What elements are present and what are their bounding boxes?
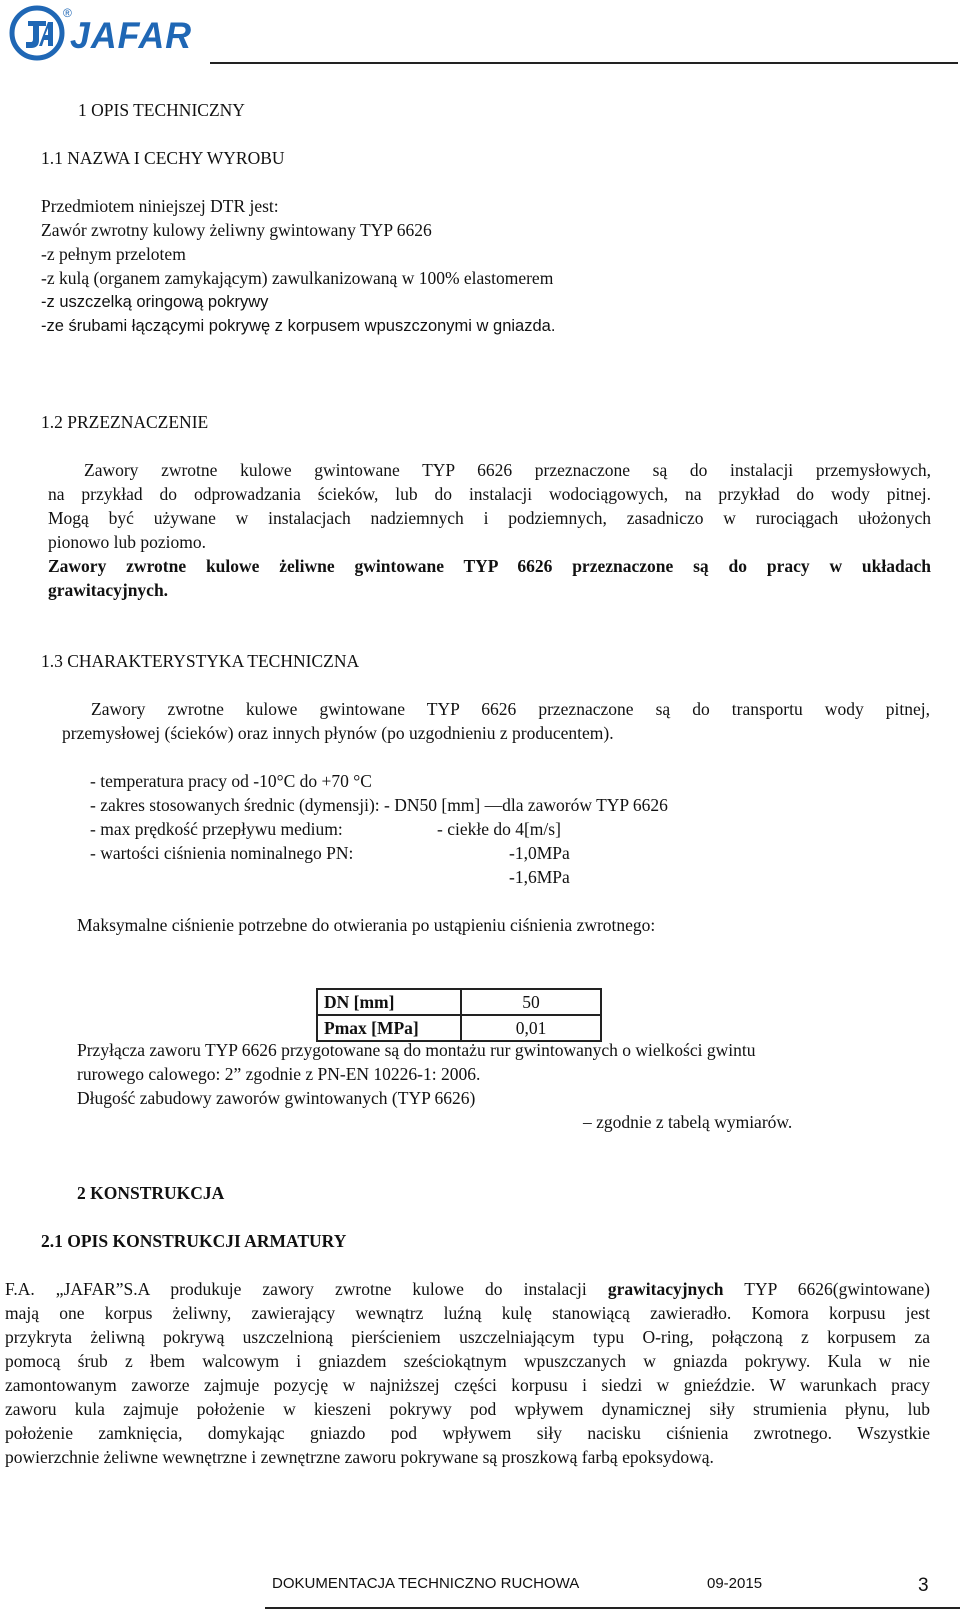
- logo-reg-mark: ®: [63, 6, 72, 20]
- body-line: położenie zamknięcia, domykając gniazdo pod wpływem siły nacisku ciśnienia zwrotnego. Wszystkie: [5, 1423, 930, 1443]
- body-line: Zawory zwrotne kulowe gwintowane TYP 6626 przeznaczone są do transportu wody pitnej,: [91, 699, 930, 719]
- section-1-heading: 1 OPIS TECHNICZNY: [78, 100, 245, 120]
- body-line: -z uszczelką oringową pokrywy: [41, 293, 269, 311]
- body-line: -z kulą (organem zamykającym) zawulkanizowaną w 100% elastomerem: [41, 268, 554, 288]
- length-line: Długość zabudowy zaworów gwintowanych (TYP 6626): [77, 1088, 476, 1108]
- body-line: [5, 1277, 930, 1301]
- table-row: [317, 989, 601, 1015]
- table-cell-label: DN [mm]: [317, 989, 461, 1015]
- table-cell-value: 0,01: [461, 1015, 601, 1041]
- logo-emblem-j: [26, 21, 46, 48]
- spec-temperature: - temperatura pracy od -10°C do +70 °C: [90, 771, 372, 791]
- spec-pressure-value-2: -1,6MPa: [509, 867, 570, 887]
- jafar-logo: [6, 2, 196, 66]
- body-line: -z pełnym przelotem: [41, 244, 186, 264]
- body-line: przykryta żeliwną pokrywą uszczelnioną pierścieniem uszczelniającym typu O-ring, połączoną z korpusem za: [5, 1327, 930, 1347]
- body-line: Zawór zwrotny kulowy żeliwny gwintowany TYP 6626: [41, 220, 432, 240]
- section-1-2-para-1: [48, 458, 931, 506]
- section-2-heading: 2 KONSTRUKCJA: [77, 1183, 225, 1203]
- page-number: 3: [918, 1575, 929, 1596]
- body-line: Zawory zwrotne kulowe gwintowane TYP 6626 przeznaczone są do instalacji przemysłowych,: [84, 460, 931, 480]
- section-1-1-body: [41, 194, 741, 338]
- body-line: powierzchnie żeliwne wewnętrzne i zewnętrzne zaworu pokrywane są proszkową farbą epoksydową.: [5, 1447, 714, 1467]
- spec-pressure-label: - wartości ciśnienia nominalnego PN:: [90, 843, 354, 863]
- body-line: Zawory zwrotne kulowe żeliwne gwintowane TYP 6626 przeznaczone są do pracy w układach: [48, 556, 931, 576]
- spec-diameters: - zakres stosowanych średnic (dymensji): - DN50 [mm] —dla zaworów TYP 6626: [90, 795, 668, 815]
- section-2-1-heading: 2.1 OPIS KONSTRUKCJI ARMATURY: [41, 1231, 347, 1251]
- body-text-bold: grawitacyjnych: [607, 1279, 724, 1299]
- spec-pressure-value-1: -1,0MPa: [509, 843, 570, 863]
- pressure-table: [316, 988, 602, 1042]
- connections-text: [77, 1038, 877, 1110]
- spec-max-speed-value: - ciekłe do 4[m/s]: [437, 819, 561, 839]
- footer-doc-title: DOKUMENTACJA TECHNICZNO RUCHOWA: [272, 1575, 580, 1592]
- max-pressure-intro: Maksymalne ciśnienie potrzebne do otwierania po ustąpieniu ciśnienia zwrotnego:: [77, 915, 656, 935]
- body-line: rurowego calowego: 2” zgodnie z PN-EN 10226-1: 2006.: [77, 1064, 481, 1084]
- table-cell-label: Pmax [MPa]: [317, 1015, 461, 1041]
- body-line: pomocą śrub z łbem walcowym i gniazdem sześciokątnym wpuszczanych w gniazda pokrywy. Kula w nie: [5, 1351, 930, 1371]
- body-line: grawitacyjnych.: [48, 580, 169, 600]
- header-rule: [210, 62, 958, 64]
- body-line: pionowo lub poziomo.: [48, 532, 206, 552]
- body-text: TYP 6626(gwintowane): [723, 1279, 930, 1299]
- table-cell-value: 50: [461, 989, 601, 1015]
- section-2-1-body: [5, 1277, 930, 1469]
- section-1-3-heading: 1.3 CHARAKTERYSTYKA TECHNICZNA: [41, 651, 360, 671]
- body-line: Przyłącza zaworu TYP 6626 przygotowane są do montażu rur gwintowanych o wielkości gwintu: [77, 1040, 756, 1060]
- body-line: zamontowanym zaworze zajmuje pozycję w najniższej części korpusu i siedzi w gnieździe. W warunkach pracy: [5, 1375, 930, 1395]
- body-text: F.A. „JAFAR”S.A produkuje zawory zwrotne kulowe do instalacji: [5, 1279, 608, 1299]
- body-line: Przedmiotem niniejszej DTR jest:: [41, 196, 279, 216]
- logo-wordmark: JAFAR: [70, 15, 192, 56]
- section-1-2-para-2: [48, 506, 931, 554]
- spec-max-speed-label: - max prędkość przepływu medium:: [90, 819, 343, 839]
- length-value: – zgodnie z tabelą wymiarów.: [583, 1112, 793, 1132]
- body-line: -ze śrubami łączącymi pokrywę z korpusem wpuszczonymi w gniazda.: [41, 317, 556, 335]
- body-line: na przykład do odprowadzania ścieków, lub do instalacji wodociągowych, na przykład do wody pitnej.: [48, 484, 931, 504]
- body-line: Mogą być używane w instalacjach nadziemnych i podziemnych, zasadniczo w rurociągach ułożonych: [48, 508, 931, 528]
- body-line: zaworu kula zajmuje położenie w kieszeni pokrywy pod wpływem dynamicznej siły strumienia płynu, lub: [5, 1399, 930, 1419]
- section-1-1-heading: 1.1 NAZWA I CECHY WYROBU: [41, 148, 285, 168]
- body-line: mają one korpus żeliwny, zawierający wewnątrz luźną kulę stanowiącą zawieradło. Komora korpusu jest: [5, 1303, 930, 1323]
- section-1-2-bold-note: [48, 554, 931, 602]
- section-1-2-heading: 1.2 PRZEZNACZENIE: [41, 412, 209, 432]
- section-1-3-intro: [62, 697, 930, 745]
- footer-rule: [265, 1607, 960, 1609]
- body-line: przemysłowej (ścieków) oraz innych płynów (po uzgodnieniu z producentem).: [62, 723, 614, 743]
- footer-date: 09-2015: [707, 1575, 763, 1592]
